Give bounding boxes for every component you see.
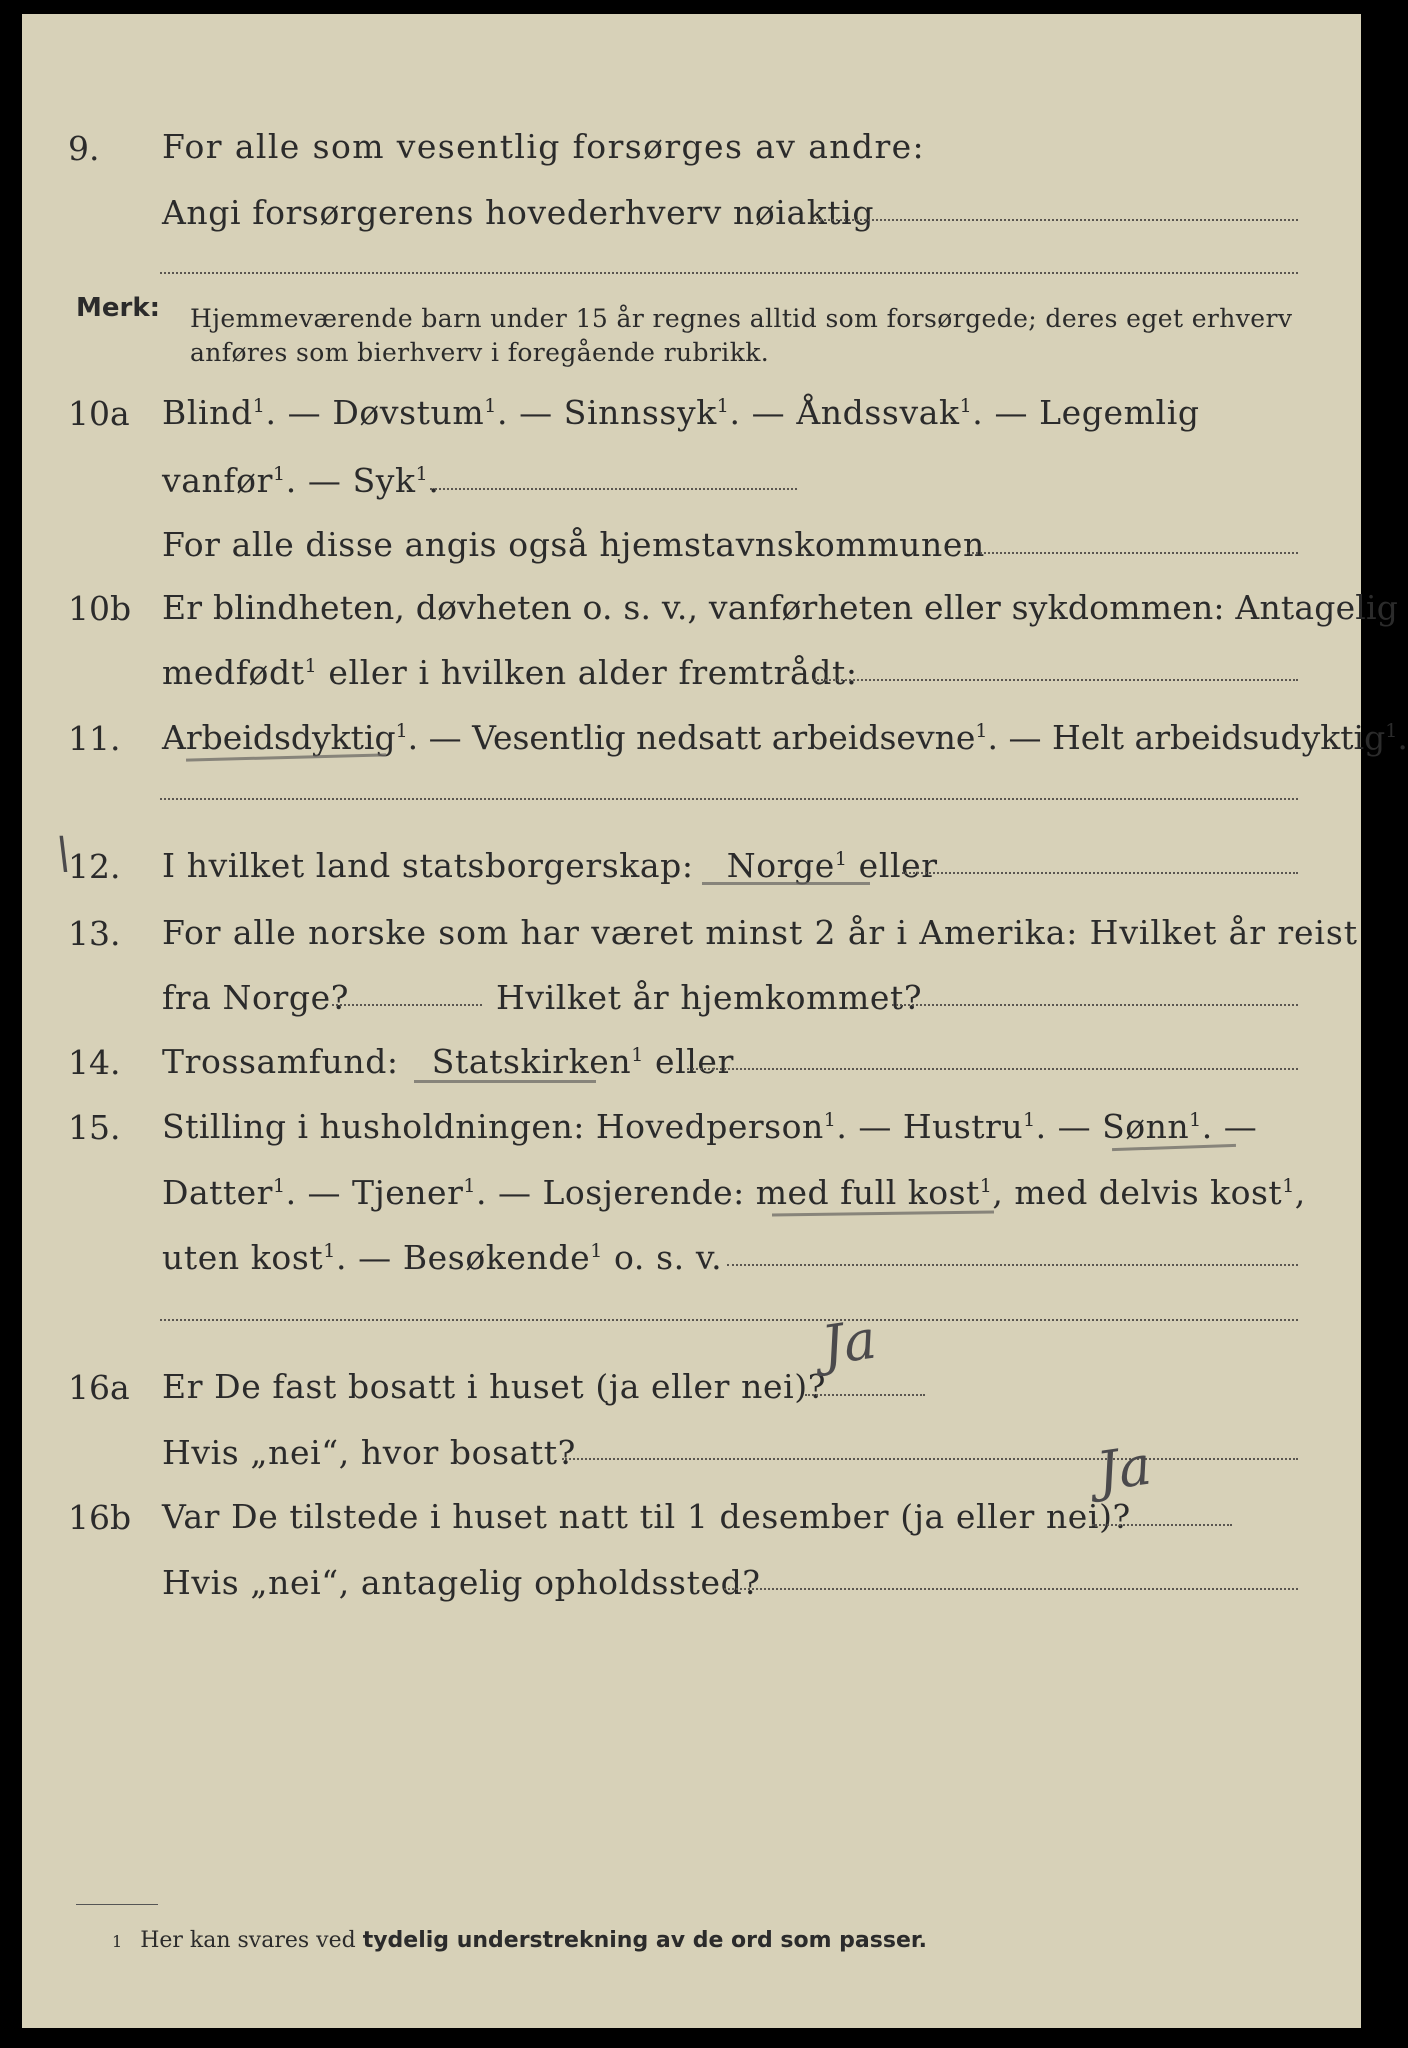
handwritten-underline-norge xyxy=(702,882,870,885)
option-sonn[interactable]: . — Sønn xyxy=(1035,1107,1190,1146)
footnote-ref: 1 xyxy=(716,395,730,417)
question-16b-answer-line[interactable] xyxy=(1092,1524,1232,1526)
question-12-number: 12. xyxy=(68,847,121,886)
question-13-line-2a: fra Norge? xyxy=(162,978,350,1017)
footnote-ref: 1 xyxy=(304,655,318,677)
footnote-ref: 1 xyxy=(415,463,429,485)
footnote-ref: 1 xyxy=(975,720,988,742)
question-15-number: 15. xyxy=(68,1108,121,1147)
question-9-number: 9. xyxy=(68,129,100,168)
option-legemlig[interactable]: . — Legemlig xyxy=(972,393,1200,432)
option-sinnssyk[interactable]: . — Sinnssyk xyxy=(496,393,717,432)
question-10b-line-2: medfødt$^1$ eller i hvilken alder fremtrådt: xyxy=(162,653,858,692)
option-vesentlig-nedsatt[interactable]: . — Vesentlig nedsatt arbeidsevne xyxy=(407,718,976,757)
option-dovstum[interactable]: . — Døvstum xyxy=(265,393,485,432)
question-16b-answer-line-2[interactable] xyxy=(724,1588,1298,1590)
footnote-ref: 1 xyxy=(273,463,286,485)
option-losjerende-full-kost[interactable]: . — Losjerende: med full kost xyxy=(475,1173,980,1212)
question-16b-line-2: Hvis „nei“, antagelig opholdssted? xyxy=(162,1563,761,1602)
option-andssvak[interactable]: . — Åndssvak xyxy=(729,393,960,432)
handwritten-check-mark: \ xyxy=(56,828,71,879)
footnote-ref: 1 xyxy=(1385,720,1398,742)
question-16a-answer-line-2[interactable] xyxy=(562,1458,1298,1460)
question-13-line-2b: Hvilket år hjemkommet? xyxy=(496,978,923,1017)
option-besokende[interactable]: . — Besøkende xyxy=(335,1238,591,1277)
question-10a-line-3: For alle disse angis også hjemstavnskommunen xyxy=(162,525,985,564)
option-blind[interactable]: Blind xyxy=(162,393,253,432)
footnote-ref: 1 xyxy=(590,1240,603,1262)
footnote-ref: 1 xyxy=(272,1175,286,1197)
footnote-ref: 1 xyxy=(959,395,973,417)
option-vanfor[interactable]: vanfør xyxy=(162,461,274,500)
question-10b-answer-line[interactable] xyxy=(814,679,1298,681)
footnote-ref: 1 xyxy=(834,848,848,870)
option-norge[interactable]: Norge xyxy=(726,846,835,885)
question-10a-line-2: vanfør$^1$. — Syk$^1$. xyxy=(162,461,440,500)
question-11-number: 11. xyxy=(68,719,121,758)
footnote-ref: 1 xyxy=(1189,1109,1202,1131)
question-14-number: 14. xyxy=(68,1043,121,1082)
handwritten-answer-16b: Ja xyxy=(1092,1433,1155,1504)
note-text-line-2: anføres som bierhverv i foregående rubrikk. xyxy=(190,338,770,367)
option-datter[interactable]: Datter xyxy=(162,1173,273,1212)
question-16a-answer-line[interactable] xyxy=(805,1394,925,1396)
footnote-ref: 1 xyxy=(252,395,266,417)
question-13-number: 13. xyxy=(68,914,121,953)
question-16a-line-1: Er De fast bosatt i huset (ja eller nei)? xyxy=(162,1367,826,1406)
question-10a-number: 10a xyxy=(68,394,130,433)
option-statskirken[interactable]: Statskirken xyxy=(431,1042,632,1081)
question-16b-number: 16b xyxy=(68,1498,132,1537)
question-16a-line-2: Hvis „nei“, hvor bosatt? xyxy=(162,1433,576,1472)
year-returned-answer-line[interactable] xyxy=(892,1004,1298,1006)
census-form-page xyxy=(22,14,1408,2028)
year-left-norway-answer-line[interactable] xyxy=(332,1004,482,1006)
question-9-text: For alle som vesentlig forsørges av andre: xyxy=(162,127,926,166)
question-10b-line-1: Er blindheten, døvheten o. s. v., vanførheten eller sykdommen: Antagelig xyxy=(162,588,1399,627)
option-uten-kost[interactable]: uten kost xyxy=(162,1238,324,1277)
question-14-line: Trossamfund: Statskirken$^1$ eller xyxy=(162,1042,734,1081)
footnote-ref: 1 xyxy=(979,1175,993,1197)
option-hovedperson[interactable]: Stilling i husholdningen: Hovedperson xyxy=(162,1107,824,1146)
footnote-ref: 1 xyxy=(1282,1175,1295,1197)
question-14-answer-line[interactable] xyxy=(687,1068,1298,1070)
question-11-line: Arbeidsdyktig$^1$. — Vesentlig nedsatt arbeidsevne$^1$. — Helt arbeidsudyktig$^1$. xyxy=(162,718,1408,757)
question-15-line-3: uten kost$^1$. — Besøkende$^1$ o. s. v. xyxy=(162,1238,723,1277)
footnote-ref: 1 xyxy=(484,395,497,417)
footnote-ref: 1 xyxy=(1023,1109,1036,1131)
option-hustru[interactable]: . — Hustru xyxy=(836,1107,1024,1146)
separator-dotted-line xyxy=(160,798,1298,800)
question-10b-number: 10b xyxy=(68,589,132,628)
option-arbeidsdyktig[interactable]: Arbeidsdyktig xyxy=(162,718,396,757)
option-tjener[interactable]: . — Tjener xyxy=(285,1173,464,1212)
question-16a-number: 16a xyxy=(68,1368,130,1407)
option-helt-arbeidsudyktig[interactable]: . — Helt arbeidsudyktig xyxy=(987,718,1386,757)
question-12-answer-line[interactable] xyxy=(902,872,1298,874)
separator-dotted-line xyxy=(160,1319,1298,1321)
hjemstavnskommune-answer-line[interactable] xyxy=(967,552,1298,554)
option-syk[interactable]: . — Syk xyxy=(285,461,416,500)
footnote-ref: 1 xyxy=(463,1175,476,1197)
question-13-line-1: For alle norske som har været minst 2 år i Amerika: Hvilket år reist xyxy=(162,913,1358,952)
note-text-line-1: Hjemmeværende barn under 15 år regnes alltid som forsørgede; deres eget erhverv xyxy=(190,304,1293,333)
footnote-ref: 1 xyxy=(823,1109,837,1131)
question-9-answer-line[interactable] xyxy=(812,219,1298,221)
footnote-rule xyxy=(76,1904,158,1905)
footnote: 1 Her kan svares ved tydelig understrekning av de ord som passer. xyxy=(112,1928,927,1953)
footnote-ref: 1 xyxy=(323,1240,336,1262)
question-9-subtext: Angi forsørgerens hovederhverv nøiaktig xyxy=(162,193,875,232)
handwritten-answer-16a: Ja xyxy=(817,1307,880,1378)
footnote-ref: 1 xyxy=(631,1044,644,1066)
note-label: Merk: xyxy=(76,293,161,323)
option-delvis-kost[interactable]: , med delvis kost xyxy=(992,1173,1283,1212)
handwritten-underline-statskirken xyxy=(414,1080,596,1083)
option-medfodt[interactable]: medfødt xyxy=(162,653,305,692)
footnote-ref: 1 xyxy=(395,720,408,742)
separator-dotted-line xyxy=(160,272,1298,274)
question-15-line-2: Datter$^1$. — Tjener$^1$. — Losjerende: med full kost$^1$, med delvis kost$^1$, xyxy=(162,1173,1306,1212)
footnote-marker: 1 xyxy=(112,1932,123,1951)
question-16b-line-1: Var De tilstede i huset natt til 1 desember (ja eller nei)? xyxy=(162,1497,1131,1536)
question-10a-answer-line[interactable] xyxy=(430,488,797,490)
question-15-line-1: Stilling i husholdningen: Hovedperson$^1$. — Hustru$^1$. — Sønn$^1$. — xyxy=(162,1107,1258,1146)
question-15-answer-line[interactable] xyxy=(727,1264,1298,1266)
question-12-line: I hvilket land statsborgerskap: Norge$^1$ eller xyxy=(162,846,938,885)
question-10a-line-1 xyxy=(162,393,1200,432)
